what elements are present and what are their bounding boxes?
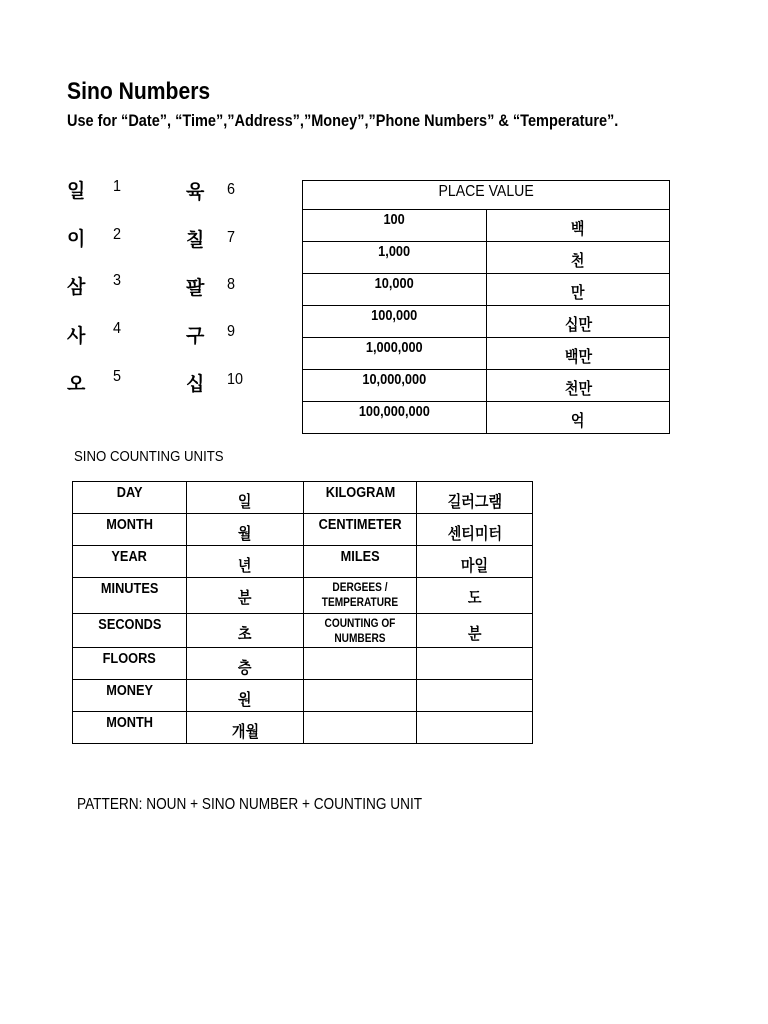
unit-english: YEAR [73,546,187,578]
sino-digit: 8 [227,276,236,293]
sino-digit: 2 [113,226,122,243]
place-value-table [302,180,670,434]
place-value-korean: 천 [487,242,670,274]
unit-english [304,712,417,744]
table-row [73,648,533,680]
table-row [303,274,670,306]
place-value-korean: 백만 [487,338,670,370]
unit-english: MONTH [73,712,187,744]
table-row [303,370,670,402]
sino-numeral: 구 [186,325,205,347]
unit-english: FLOORS [73,648,187,680]
unit-korean: 원 [186,680,304,712]
page-title: Sino Numbers [67,78,211,105]
place-value-korean: 억 [487,402,670,434]
sino-digit: 9 [227,323,236,340]
table-row [73,578,533,614]
unit-english: MILES [304,546,417,578]
table-row [73,680,533,712]
counting-units-title: SINO COUNTING UNITS [74,448,224,465]
place-value-number: 10,000 [303,274,487,306]
sino-numeral: 사 [67,325,86,347]
unit-korean: 센티미터 [417,514,533,546]
unit-english [304,680,417,712]
unit-korean: 초 [186,614,304,648]
sino-numeral: 십 [186,373,205,395]
unit-english: COUNTING OF NUMBERS [304,614,417,648]
place-value-number: 100,000,000 [303,402,487,434]
unit-korean: 마일 [417,546,533,578]
unit-korean: 분 [417,614,533,648]
unit-english: MONEY [73,680,187,712]
sino-digit: 7 [227,229,236,246]
unit-english: MONTH [73,514,187,546]
unit-korean [417,712,533,744]
unit-english: DAY [73,482,187,514]
place-value-number: 1,000 [303,242,487,274]
unit-korean: 도 [417,578,533,614]
place-value-number: 10,000,000 [303,370,487,402]
sino-digit: 10 [227,371,244,388]
sino-digit: 5 [113,368,122,385]
unit-korean: 층 [186,648,304,680]
sino-numeral: 칠 [186,229,205,251]
place-value-korean: 천만 [487,370,670,402]
unit-english [304,648,417,680]
sino-numeral: 삼 [67,276,86,298]
sino-numeral: 이 [67,228,86,250]
table-row [73,712,533,744]
unit-english: CENTIMETER [304,514,417,546]
table-row [73,614,533,648]
place-value-number: 100 [303,210,487,242]
unit-english: KILOGRAM [304,482,417,514]
place-value-korean: 만 [487,274,670,306]
unit-korean: 길러그램 [417,482,533,514]
page-subtitle: Use for “Date”, “Time”,”Address”,”Money”,”Phone Numbers” & “Temperature”. [67,112,619,130]
place-value-korean: 백 [487,210,670,242]
unit-korean: 월 [186,514,304,546]
table-header: PLACE VALUE [303,181,670,210]
sino-digit: 3 [113,272,122,289]
unit-korean: 년 [186,546,304,578]
table-row [303,306,670,338]
unit-korean: 분 [186,578,304,614]
counting-units-table [72,481,533,744]
unit-korean [417,648,533,680]
table-row [303,338,670,370]
sino-digit: 1 [113,178,122,195]
table-row [73,546,533,578]
sino-numeral: 팔 [186,277,205,299]
table-row [303,181,670,210]
table-row [303,242,670,274]
place-value-number: 100,000 [303,306,487,338]
unit-english: MINUTES [73,578,187,614]
sino-numeral: 일 [67,180,86,202]
unit-korean [417,680,533,712]
table-row [303,210,670,242]
sino-digit: 6 [227,181,236,198]
place-value-korean: 십만 [487,306,670,338]
unit-korean: 일 [186,482,304,514]
pattern-text: PATTERN: NOUN + SINO NUMBER + COUNTING UNIT [77,796,423,813]
table-row [73,514,533,546]
unit-korean: 개월 [186,712,304,744]
place-value-number: 1,000,000 [303,338,487,370]
table-row [73,482,533,514]
unit-english: DERGEES / TEMPERATURE [304,578,417,614]
unit-english: SECONDS [73,614,187,648]
sino-numeral: 육 [186,181,205,203]
table-row [303,402,670,434]
sino-digit: 4 [113,320,122,337]
sino-numeral: 오 [67,373,86,395]
